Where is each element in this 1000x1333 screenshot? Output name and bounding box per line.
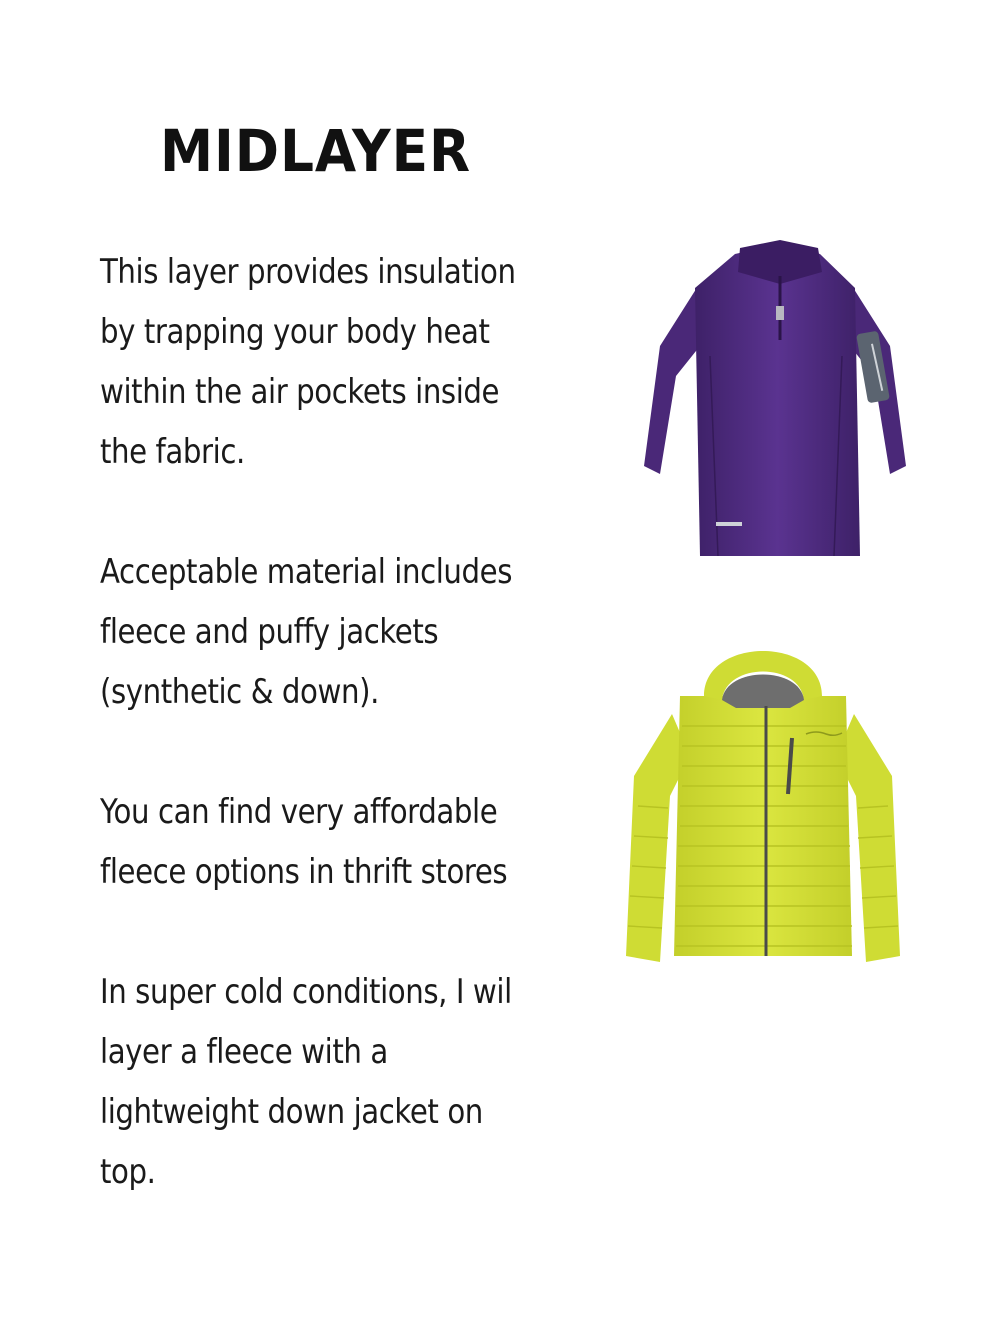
- fleece-pullover-image: [640, 236, 910, 570]
- paragraph-thrift: [100, 782, 539, 902]
- puffy-jacket-image: [620, 626, 906, 972]
- paragraph-cold-conditions: [100, 962, 539, 1202]
- text-line: (synthetic & down).: [100, 672, 379, 712]
- text-line: the fabric.: [100, 432, 245, 472]
- text-line: layer a fleece with a: [100, 1032, 388, 1072]
- text-line: top.: [100, 1152, 156, 1192]
- text-line: fleece options in thrift stores: [100, 852, 508, 892]
- text-line: lightweight down jacket on: [100, 1092, 483, 1132]
- text-line: In super cold conditions, I wil: [100, 972, 512, 1012]
- text-line: fleece and puffy jackets: [100, 612, 439, 652]
- paragraph-materials: [100, 542, 539, 722]
- paragraph-insulation: [100, 242, 539, 482]
- text-line: by trapping your body heat: [100, 312, 490, 352]
- text-line: You can find very affordable: [100, 792, 498, 832]
- text-line: within the air pockets inside: [100, 372, 500, 412]
- text-line: Acceptable material includes: [100, 552, 513, 592]
- text-line: This layer provides insulation: [100, 252, 516, 292]
- page-title: MIDLAYER: [160, 117, 471, 185]
